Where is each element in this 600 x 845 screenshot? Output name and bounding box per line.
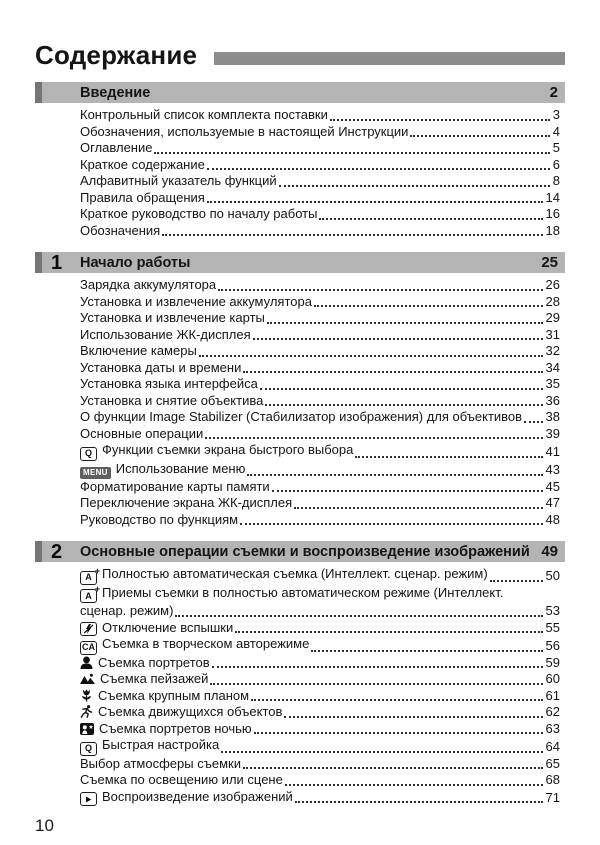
dot-leader bbox=[410, 135, 549, 137]
dot-leader bbox=[260, 388, 543, 390]
toc-entry-label: Обозначения bbox=[80, 222, 161, 238]
dot-leader bbox=[272, 490, 543, 492]
toc-entry bbox=[35, 789, 565, 807]
section-page-number: 49 bbox=[541, 543, 558, 561]
dot-leader bbox=[205, 437, 542, 439]
toc-entry-label: Съемка портретов ночью bbox=[80, 721, 252, 738]
toc-entry-label: Съемка по освещению или сцене bbox=[80, 772, 283, 788]
toc-entry-label: Переключение экрана ЖК-дисплея bbox=[80, 495, 293, 511]
toc-entry-page: 62 bbox=[545, 704, 560, 720]
dot-leader bbox=[524, 421, 542, 423]
quick-control-icon: Q bbox=[80, 447, 97, 461]
toc-entry bbox=[35, 442, 565, 461]
toc-entry bbox=[35, 409, 565, 426]
toc-entry-label: Правила обращения bbox=[80, 189, 205, 205]
toc-entry-label: Установка и извлечение аккумулятора bbox=[80, 293, 312, 309]
dot-leader bbox=[265, 404, 542, 406]
dot-leader bbox=[284, 716, 542, 718]
toc-entry bbox=[35, 327, 565, 344]
dot-leader bbox=[162, 234, 542, 236]
toc-section bbox=[35, 252, 565, 533]
toc-entry-page: 61 bbox=[545, 687, 560, 703]
toc-entry-page: 55 bbox=[545, 619, 560, 635]
toc-entry-label: Форматирование карты памяти bbox=[80, 478, 270, 494]
section-entries bbox=[35, 103, 565, 244]
toc-entry-label: О функции Image Stabilizer (Стабилизатор изображения) для объективов bbox=[80, 409, 523, 425]
toc-entry-page: 65 bbox=[545, 755, 560, 771]
toc-entry-page: 5 bbox=[552, 140, 560, 156]
close-up-icon bbox=[80, 689, 93, 702]
toc-entry bbox=[35, 756, 565, 773]
toc-entry-page: 18 bbox=[545, 222, 560, 238]
dot-leader bbox=[243, 371, 542, 373]
dot-leader bbox=[267, 322, 543, 324]
dot-leader bbox=[247, 474, 542, 476]
dot-leader bbox=[243, 767, 543, 769]
section-page-number: 2 bbox=[549, 84, 558, 102]
title-rule bbox=[214, 52, 565, 65]
toc-entry-page: 26 bbox=[545, 277, 560, 293]
toc-entry bbox=[35, 688, 565, 705]
toc-entry-label: Q Быстрая настройка bbox=[80, 737, 219, 756]
toc-entry bbox=[35, 190, 565, 207]
toc-entry-label: Установка и снятие объектива bbox=[80, 392, 264, 408]
toc-sections bbox=[35, 82, 565, 811]
toc-entry-label: A + Полностью автоматическая съемка (Интеллект. сценар. режим) bbox=[80, 566, 488, 585]
section-header-bar bbox=[35, 252, 565, 273]
toc-entry-page: 31 bbox=[545, 326, 560, 342]
chapter-number: 2 bbox=[51, 540, 63, 563]
toc-entry bbox=[35, 566, 565, 585]
toc-entry-page: 29 bbox=[545, 310, 560, 326]
page-title: Содержание bbox=[35, 40, 198, 70]
night-portrait-icon bbox=[80, 723, 94, 735]
landscape-icon bbox=[80, 673, 95, 685]
dot-leader bbox=[218, 289, 542, 291]
toc-entry-label: Краткое руководство по началу работы bbox=[80, 206, 318, 222]
dot-leader bbox=[221, 751, 542, 753]
dot-leader bbox=[330, 119, 550, 121]
toc-entry-page: 14 bbox=[545, 189, 560, 205]
toc-entry-label: Краткое содержание bbox=[80, 156, 205, 172]
section-page-number: 25 bbox=[541, 254, 558, 272]
toc-entry-label: Включение камеры bbox=[80, 343, 197, 359]
dot-leader bbox=[212, 666, 543, 668]
dot-leader bbox=[251, 699, 542, 701]
toc-entry bbox=[35, 479, 565, 496]
dot-leader bbox=[295, 801, 543, 803]
toc-entry-page: 38 bbox=[545, 409, 560, 425]
dot-leader bbox=[154, 152, 549, 154]
dot-leader bbox=[279, 185, 550, 187]
toc-entry-label: Руководство по функциям bbox=[80, 511, 239, 527]
toc-entry-page: 43 bbox=[545, 462, 560, 478]
toc-section bbox=[35, 541, 565, 811]
toc-entry bbox=[35, 585, 565, 604]
sports-icon bbox=[80, 705, 93, 718]
toc-entry-page: 64 bbox=[545, 739, 560, 755]
toc-entry-label: Выбор атмосферы съемки bbox=[80, 755, 241, 771]
toc-entry bbox=[35, 721, 565, 738]
flash-off-icon bbox=[80, 622, 97, 636]
toc-entry-label: Съемка пейзажей bbox=[80, 671, 208, 688]
dot-leader bbox=[319, 218, 542, 220]
creative-auto-icon: CA bbox=[80, 641, 97, 655]
toc-entry-label: Установка языка интерфейса bbox=[80, 376, 258, 392]
title-row bbox=[35, 42, 565, 69]
footer-page-number: 10 bbox=[35, 816, 54, 836]
toc-entry bbox=[35, 393, 565, 410]
toc-entry bbox=[35, 636, 565, 655]
quick-control-icon: Q bbox=[80, 742, 97, 756]
toc-entry-page: 68 bbox=[545, 772, 560, 788]
toc-entry bbox=[35, 206, 565, 223]
section-entries bbox=[35, 273, 565, 533]
section-title: Начало работы bbox=[80, 254, 191, 271]
toc-entry-label: Зарядка аккумулятора bbox=[80, 277, 217, 293]
dot-leader bbox=[235, 631, 542, 633]
toc-entry bbox=[35, 620, 565, 637]
dot-leader bbox=[199, 355, 543, 357]
toc-section bbox=[35, 82, 565, 244]
toc-entry bbox=[35, 157, 565, 174]
toc-entry-page: 34 bbox=[545, 359, 560, 375]
toc-entry bbox=[35, 426, 565, 443]
toc-entry bbox=[35, 223, 565, 240]
toc-entry-page: 4 bbox=[552, 123, 560, 139]
toc-entry bbox=[35, 310, 565, 327]
toc-entry-page: 8 bbox=[552, 173, 560, 189]
toc-entry bbox=[35, 140, 565, 157]
section-title: Основные операции съемки и воспроизведение изображений bbox=[80, 543, 530, 560]
section-header-bar bbox=[35, 82, 565, 103]
toc-entry-page: 45 bbox=[545, 478, 560, 494]
toc-entry-label: MENU Использование меню bbox=[80, 461, 245, 479]
toc-entry-page: 6 bbox=[552, 156, 560, 172]
dot-leader bbox=[175, 615, 542, 617]
toc-entry bbox=[35, 704, 565, 721]
dot-leader bbox=[355, 456, 542, 458]
dot-leader bbox=[253, 338, 543, 340]
toc-entry-page: 50 bbox=[545, 568, 560, 584]
toc-entry-page: 63 bbox=[545, 720, 560, 736]
menu-icon: MENU bbox=[80, 467, 111, 479]
toc-entry bbox=[35, 737, 565, 756]
dot-leader bbox=[311, 650, 542, 652]
toc-entry-label: CA Съемка в творческом авторежиме bbox=[80, 636, 309, 655]
portrait-icon bbox=[80, 656, 93, 669]
dot-leader bbox=[314, 305, 543, 307]
toc-entry bbox=[35, 294, 565, 311]
toc-entry-page: 71 bbox=[545, 789, 560, 805]
toc-entry-label: Съемка крупным планом bbox=[80, 688, 249, 705]
scene-intelligent-auto-icon: A + bbox=[80, 589, 97, 603]
toc-entry-label: Установка и извлечение карты bbox=[80, 310, 265, 326]
toc-entry-page: 28 bbox=[545, 293, 560, 309]
dot-leader bbox=[490, 580, 543, 582]
toc-entry-label: Съемка портретов bbox=[80, 655, 210, 672]
toc-entry-label: Отключение вспышки bbox=[80, 620, 233, 637]
toc-entry-page: 53 bbox=[545, 603, 560, 619]
toc-entry-label: Установка даты и времени bbox=[80, 359, 242, 375]
toc-entry-page: 60 bbox=[545, 671, 560, 687]
playback-icon bbox=[80, 792, 97, 806]
toc-entry bbox=[35, 124, 565, 141]
dot-leader bbox=[240, 523, 542, 525]
toc-entry-page: 59 bbox=[545, 654, 560, 670]
toc-entry bbox=[35, 772, 565, 789]
toc-entry bbox=[35, 343, 565, 360]
toc-entry-label: Обозначения, используемые в настоящей Инструкции bbox=[80, 123, 409, 139]
toc-entry-label: Воспроизведение изображений bbox=[80, 789, 293, 807]
toc-entry bbox=[35, 376, 565, 393]
section-entries bbox=[35, 562, 565, 811]
toc-entry-label: Алфавитный указатель функций bbox=[80, 173, 277, 189]
toc-entry-page: 56 bbox=[545, 638, 560, 654]
toc-entry bbox=[35, 107, 565, 124]
toc-entry bbox=[35, 603, 565, 620]
toc-entry bbox=[35, 277, 565, 294]
toc-entry bbox=[35, 173, 565, 190]
toc-entry-label: сценар. режим) bbox=[80, 603, 174, 619]
toc-entry bbox=[35, 360, 565, 377]
toc-entry-page: 36 bbox=[545, 392, 560, 408]
dot-leader bbox=[254, 732, 543, 734]
section-title: Введение bbox=[80, 84, 151, 101]
toc-entry-page: 35 bbox=[545, 376, 560, 392]
scene-intelligent-auto-icon: A + bbox=[80, 571, 97, 585]
dot-leader bbox=[294, 507, 542, 509]
toc-entry-label: Q Функции съемки экрана быстрого выбора bbox=[80, 442, 353, 461]
toc-entry bbox=[35, 512, 565, 529]
toc-entry-page: 16 bbox=[545, 206, 560, 222]
toc-entry bbox=[35, 655, 565, 672]
section-header-bar bbox=[35, 541, 565, 562]
chapter-number: 1 bbox=[51, 251, 63, 274]
toc-entry-page: 48 bbox=[545, 511, 560, 527]
dot-leader bbox=[285, 784, 543, 786]
toc-entry-label: Съемка движущихся объектов bbox=[80, 704, 282, 721]
toc-entry-page: 3 bbox=[552, 107, 560, 123]
toc-entry-page: 47 bbox=[545, 495, 560, 511]
toc-entry-label: A + Приемы съемки в полностью автоматическом режиме (Интеллект. bbox=[80, 585, 503, 604]
dot-leader bbox=[207, 201, 543, 203]
toc-entry-label: Основные операции bbox=[80, 425, 204, 441]
toc-entry-page: 41 bbox=[545, 444, 560, 460]
toc-entry-label: Контрольный список комплекта поставки bbox=[80, 107, 328, 123]
toc-entry-label: Использование ЖК-дисплея bbox=[80, 326, 251, 342]
dot-leader bbox=[207, 168, 550, 170]
toc-entry-page: 39 bbox=[545, 425, 560, 441]
toc-entry bbox=[35, 461, 565, 479]
dot-leader bbox=[210, 683, 542, 685]
toc-entry bbox=[35, 671, 565, 688]
toc-entry-label: Оглавление bbox=[80, 140, 153, 156]
toc-entry-page: 32 bbox=[545, 343, 560, 359]
toc-entry bbox=[35, 495, 565, 512]
